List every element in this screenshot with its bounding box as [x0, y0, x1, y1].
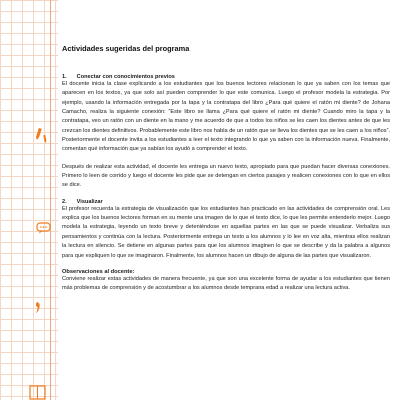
section-title: Conectar con conocimientos previos: [76, 74, 175, 80]
margin-line: [50, 0, 51, 400]
speech-bubble-icon: [36, 222, 52, 234]
paragraph: El profesor recuerda la estrategia de visualización que los estudiantes han practicado en las actividades de comprensión oral. Les explica que los buenos lectores forman en su mente una imagen de lo que el texto dice, lo que les permite entenderlo mejor. Luego modela la estrategia, leyendo un texto breve y deteniéndose en aquellas partes en las que se puede visualizar. Verbaliza sus pensamientos y continúa con la lectura. Posteriormente entrega un texto a los alumnos y lo lee en voz alta, mientras ellos realizan la lectura en silencio. Se detiene en algunas partes para que los alumnos imaginen lo que se describe y da la palabra a algunos para que expliquen lo que se imaginaron. Finalmente, los alumnos hacen un dibujo de alguna de las partes que visualizaron.: [62, 205, 390, 259]
observations-text: Conviene realizar estas actividades de manera frecuente, ya que son una excelente forma de ayudar a los estudiantes que tienen más problemas de comprensión y de acostumbrar a los alumnos desde temprana edad a realizar una lectura activa.: [62, 275, 390, 292]
paragraph: Después de realizar esta actividad, el docente les entrega un nuevo texto, apropiado para que puedan hacer diversas conexiones. Primero lo leen de corrido y luego el docente les pide que se detengan en ciertos pasajes y realicen conexiones con lo que en ellos se dice.: [62, 163, 390, 189]
document-page: [62, 44, 390, 294]
paragraph: El docente inicia la clase explicando a los estudiantes que los buenos lectores relacionan lo que ya saben con los temas que aparecen en los textos, ya que solo así pueden comprender lo que este comunica. Luego el profesor modela la estrategia. Por ejemplo, usando la información entregada por la tapa y la contratapa del libro ¿Para qué quiere el ratón mi diente? de Johana Camacho, realiza la siguiente conexión: “Este libro se llama ¿Para qué quiere el ratón mi diente? Cuando miro la tapa y la contratapa, veo un ratón con un diente en la mano y me acuerdo de que a todos los niños se les caen los dientes antes de que les crezcan los dientes definitivos. Probablemente este libro nos habla de un ratón que se lleva los dientes que se les caen a los niños”. Posteriormente el docente invita a los estudiantes a leer el texto integrando lo que ya saben con la información nueva. Finalmente, comentan qué información que ya sabían los ayudó a comprender el texto.: [62, 81, 390, 153]
observations-heading: Observaciones al docente:: [62, 268, 135, 275]
section-number: 1.: [62, 74, 67, 80]
section-title: Visualizar: [76, 198, 103, 205]
comma-icon: [34, 300, 42, 314]
page-title: Actividades sugeridas del programa: [62, 44, 190, 53]
section-number: 2.: [62, 198, 67, 205]
book-icon: [28, 384, 48, 400]
pencil-icon: [40, 134, 50, 144]
